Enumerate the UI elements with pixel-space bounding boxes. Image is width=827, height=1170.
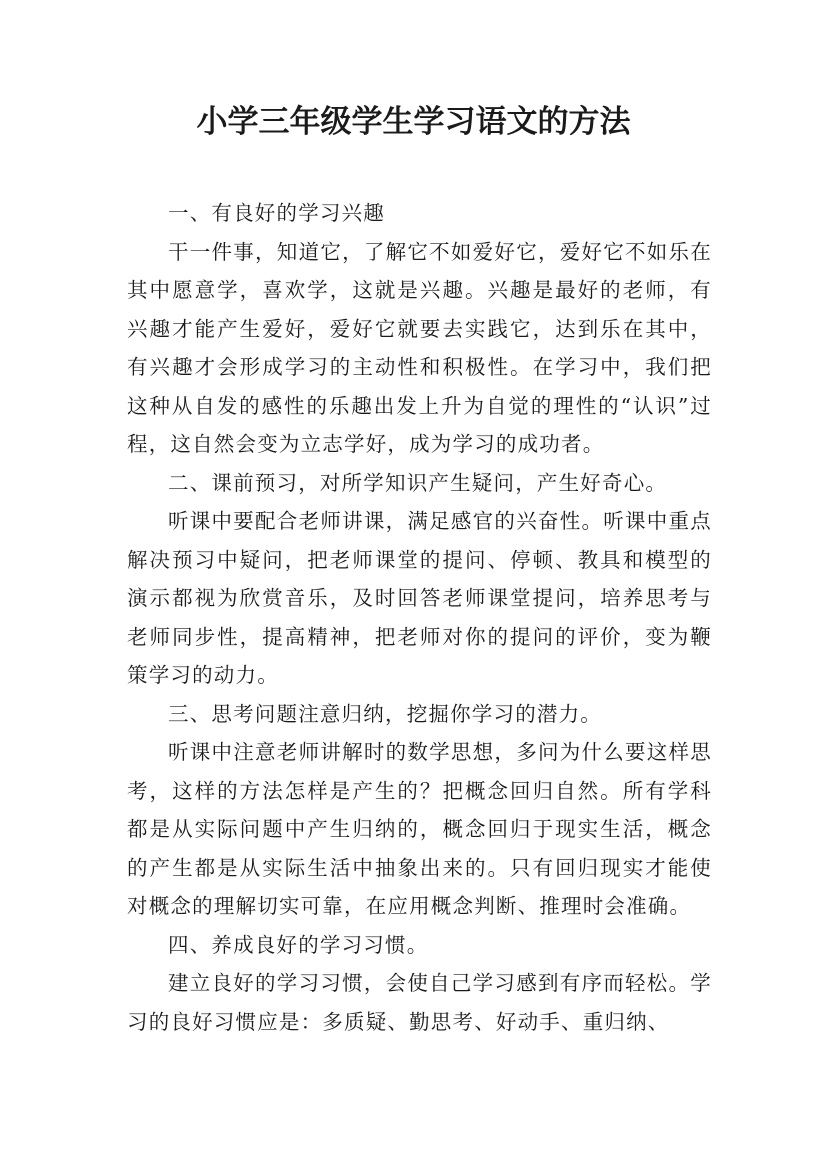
section-heading-2: 二、课前预习，对所学知识产生疑问，产生好奇心。 (168, 470, 668, 495)
paragraph-3: 听课中注意老师讲解时的数学思想，多问为什么要这样思考，这样的方法怎样是产生的？把概念回归自然。所有学科都是从实际问题中产生归纳的，概念回归于现实生活，概念的产生都是从实际生活中抽象出来的。只有回归现实才能使对概念的理解切实可靠，在应用概念判断、推理时会准确。 (127, 740, 712, 918)
document-title: 小学三年级学生学习语文的方法 (196, 104, 631, 140)
paragraph-1: 干一件事，知道它，了解它不如爱好它，爱好它不如乐在其中愿意学，喜欢学，这就是兴趣。兴趣是最好的老师，有兴趣才能产生爱好，爱好它就要去实践它，达到乐在其中，有兴趣才会形成学习的主动性和积极性。在学习中，我们把这种从自发的感性的乐趣出发上升为自觉的理性的“认识”过程，这自然会变为立志学好，成为学习的成功者。 (127, 239, 712, 456)
section-heading-1: 一、有良好的学习兴趣 (168, 201, 385, 225)
section-heading-4: 四、养成良好的学习习惯。 (168, 932, 429, 957)
paragraph-2: 听课中要配合老师讲课，满足感官的兴奋性。听课中重点解决预习中疑问，把老师课堂的提问、停顿、教具和模型的演示都视为欣赏音乐，及时回答老师课堂提问，培养思考与老师同步性，提高精神，把老师对你的提问的评价，变为鞭策学习的动力。 (127, 509, 712, 687)
document-body (127, 194, 712, 1041)
paragraph-4: 建立良好的学习习惯，会使自己学习感到有序而轻松。学习的良好习惯应是：多质疑、勤思考、好动手、重归纳、 (127, 971, 712, 1034)
section-heading-3: 三、思考问题注意归纳，挖掘你学习的潜力。 (168, 701, 602, 726)
